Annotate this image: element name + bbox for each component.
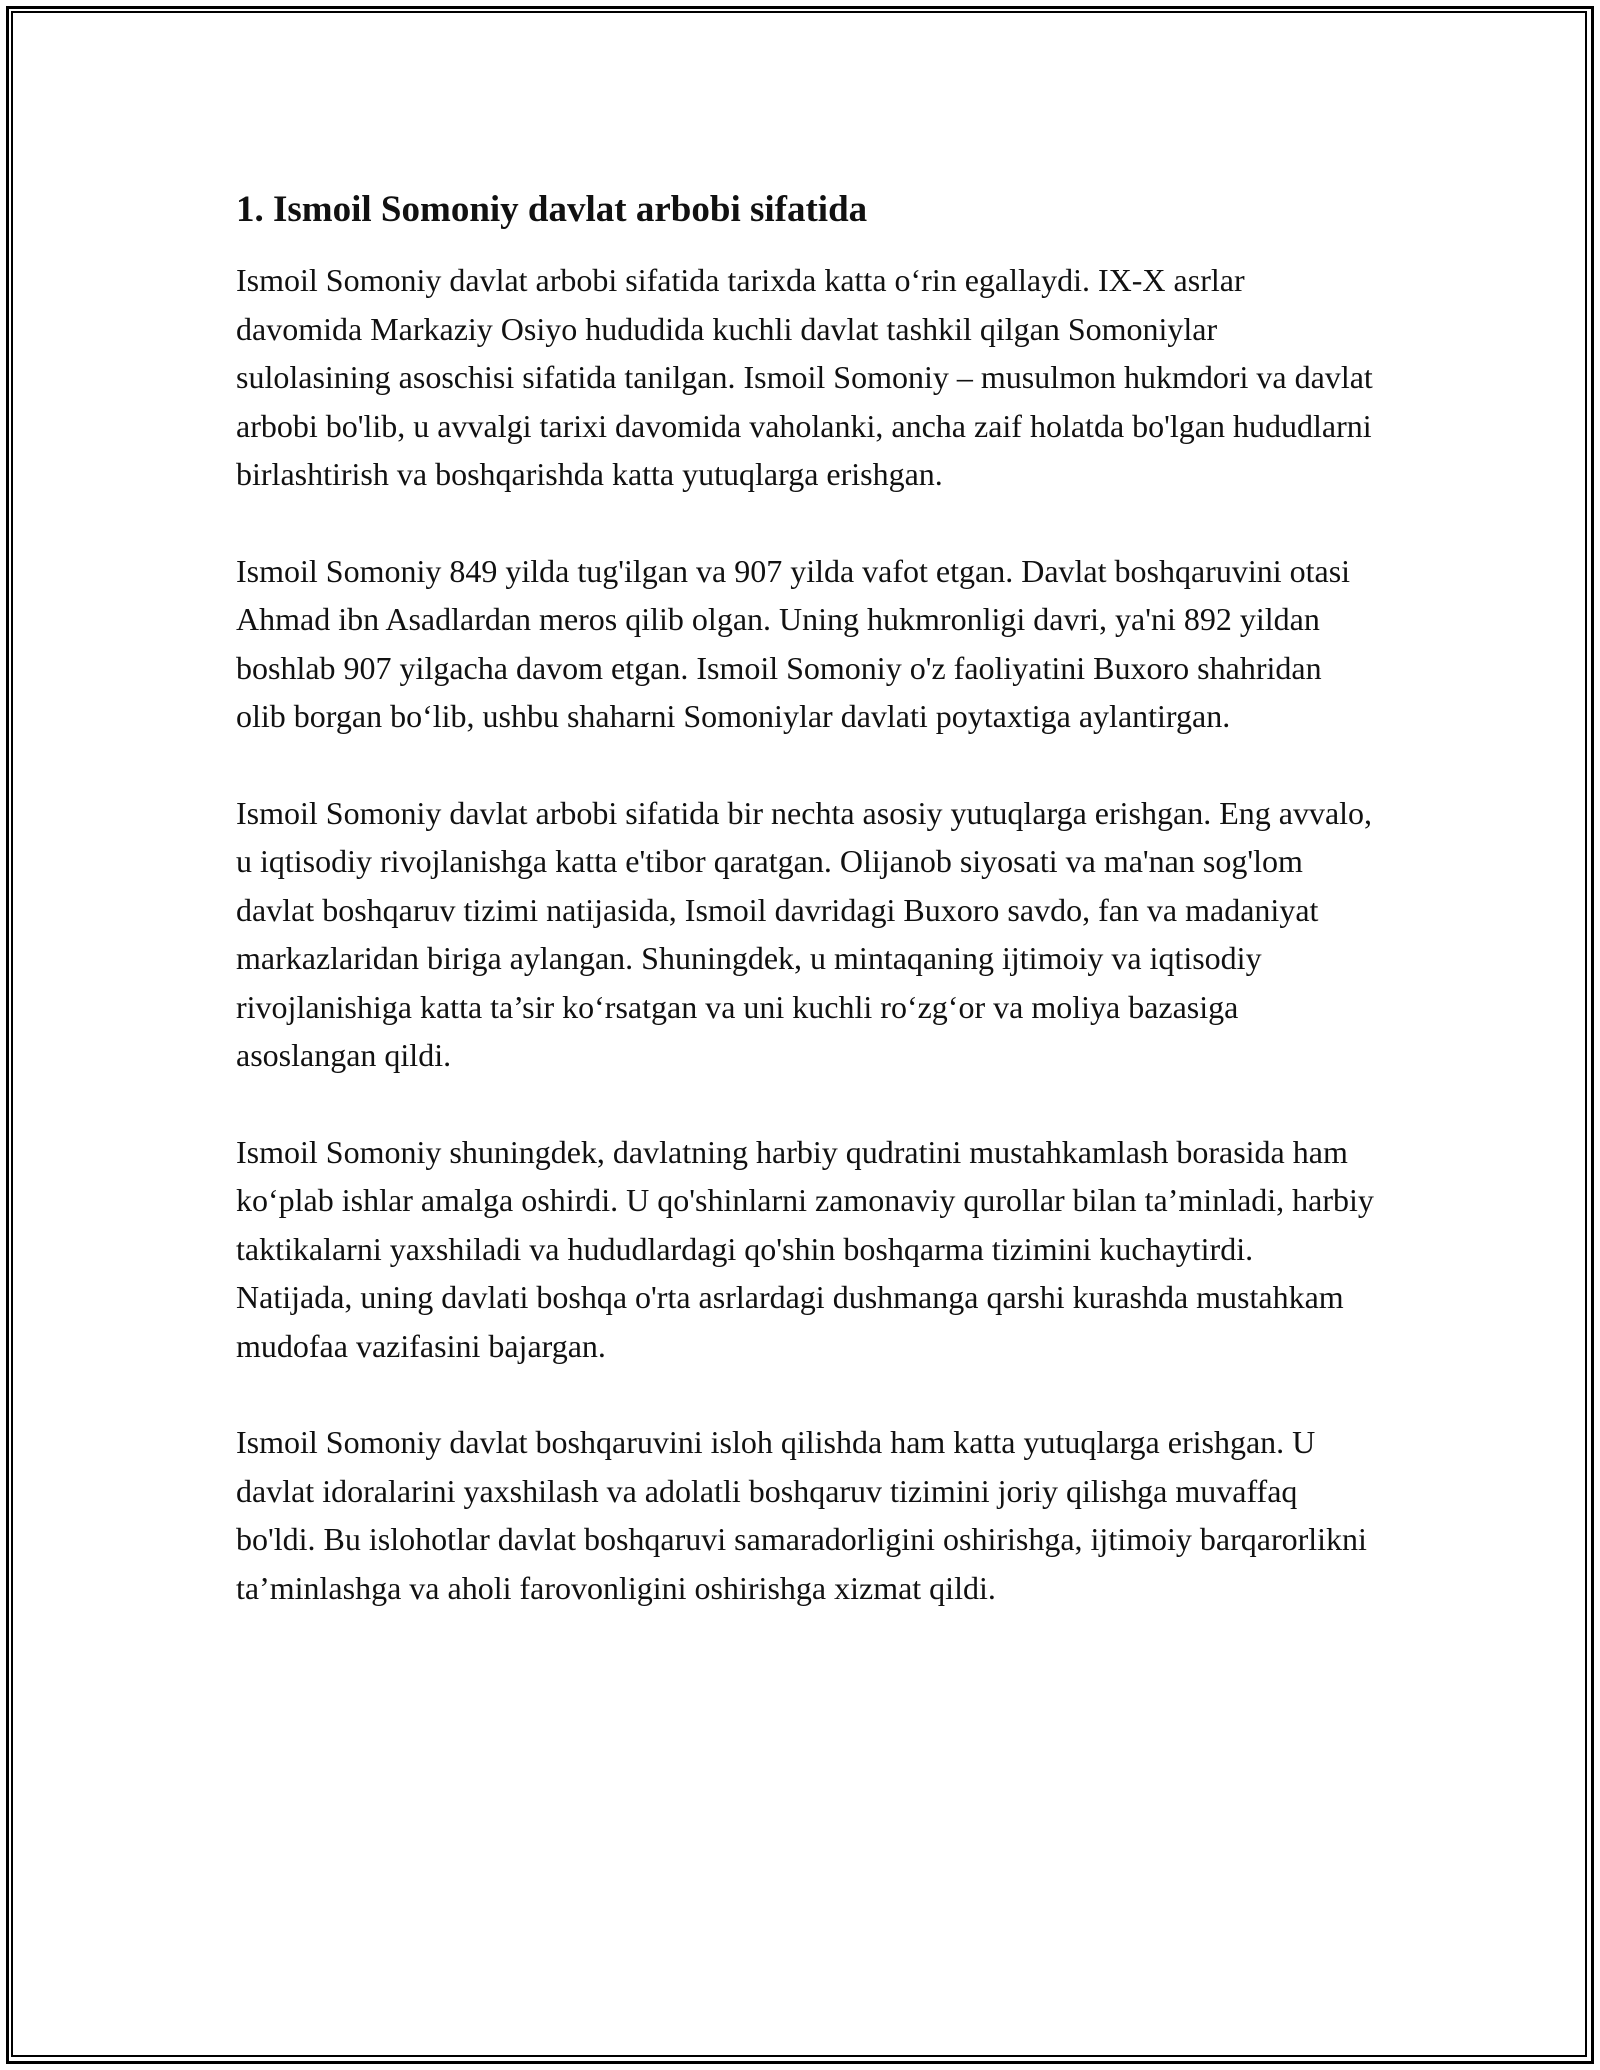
paragraph-2: Ismoil Somoniy 849 yilda tug'ilgan va 907 yilda vafot etgan. Davlat boshqaruvini otasi Ahmad ibn Asadlardan meros qilib olgan. Uning hukmronligi davri, ya'ni 892 yildan boshlab 907 yilgacha davom etgan. Ismoil Somoniy o'z faoliyatini Buxoro shahridan olib borgan bo‘lib, ushbu shaharni Somoniylar davlati poytaxtiga aylantirgan. <box>236 552 1351 734</box>
paragraph-1: Ismoil Somoniy davlat arbobi sifatida tarixda katta o‘rin egallaydi. IX-X asrlar davomida Markaziy Osiyo hududida kuchli davlat tashkil qilgan Somoniylar sulolasining asoschisi sifatida tanilgan. Ismoil Somoniy – musulmon hukmdori va davlat arbobi bo'lib, u avvalgi tarixi davomida vaholanki, ancha zaif holatda bo'lgan hududlarni birlashtirish va boshqarishda katta yutuqlarga erishgan. <box>236 262 1373 492</box>
paragraph-3: Ismoil Somoniy davlat arbobi sifatida bir nechta asosiy yutuqlarga erishgan. Eng avvalo, u iqtisodiy rivojlanishga katta e'tibor qaratgan. Olijanob siyosati va ma'nan sog'lom davlat boshqaruv tizimi natijasida, Ismoil davridagi Buxoro savdo, fan va madaniyat markazlaridan biriga aylangan. Shuningdek, u mintaqaning ijtimoiy va iqtisodiy rivojlanishiga katta ta’sir ko‘rsatgan va uni kuchli ro‘zg‘or va moliya bazasiga asoslangan qildi. <box>236 794 1373 1073</box>
paragraph-4: Ismoil Somoniy shuningdek, davlatning harbiy qudratini mustahkamlash borasida ham ko‘plab ishlar amalga oshirdi. U qo'shinlarni zamonaviy qurollar bilan ta’minladi, harbiy taktikalarni yaxshiladi va hududlardagi qo'shin boshqarma tizimini kuchaytirdi. Natijada, uning davlati boshqa o'rta asrlardagi dushmanga qarshi kurashda mustahkam mudofaa vazifasini bajargan. <box>236 1133 1374 1364</box>
document-body <box>236 186 1376 1660</box>
paragraph-5: Ismoil Somoniy davlat boshqaruvini isloh qilishda ham katta yutuqlarga erishgan. U davlat idoralarini yaxshilash va adolatli boshqaruv tizimini joriy qilishga muvaffaq bo'ldi. Bu islohotlar davlat boshqaruvi samaradorligini oshirishga, ijtimoiy barqarorlikni ta’minlashga va aholi farovonligini oshirishga xizmat qildi. <box>236 1424 1367 1606</box>
section-heading: 1. Ismoil Somoniy davlat arbobi sifatida <box>236 189 868 230</box>
